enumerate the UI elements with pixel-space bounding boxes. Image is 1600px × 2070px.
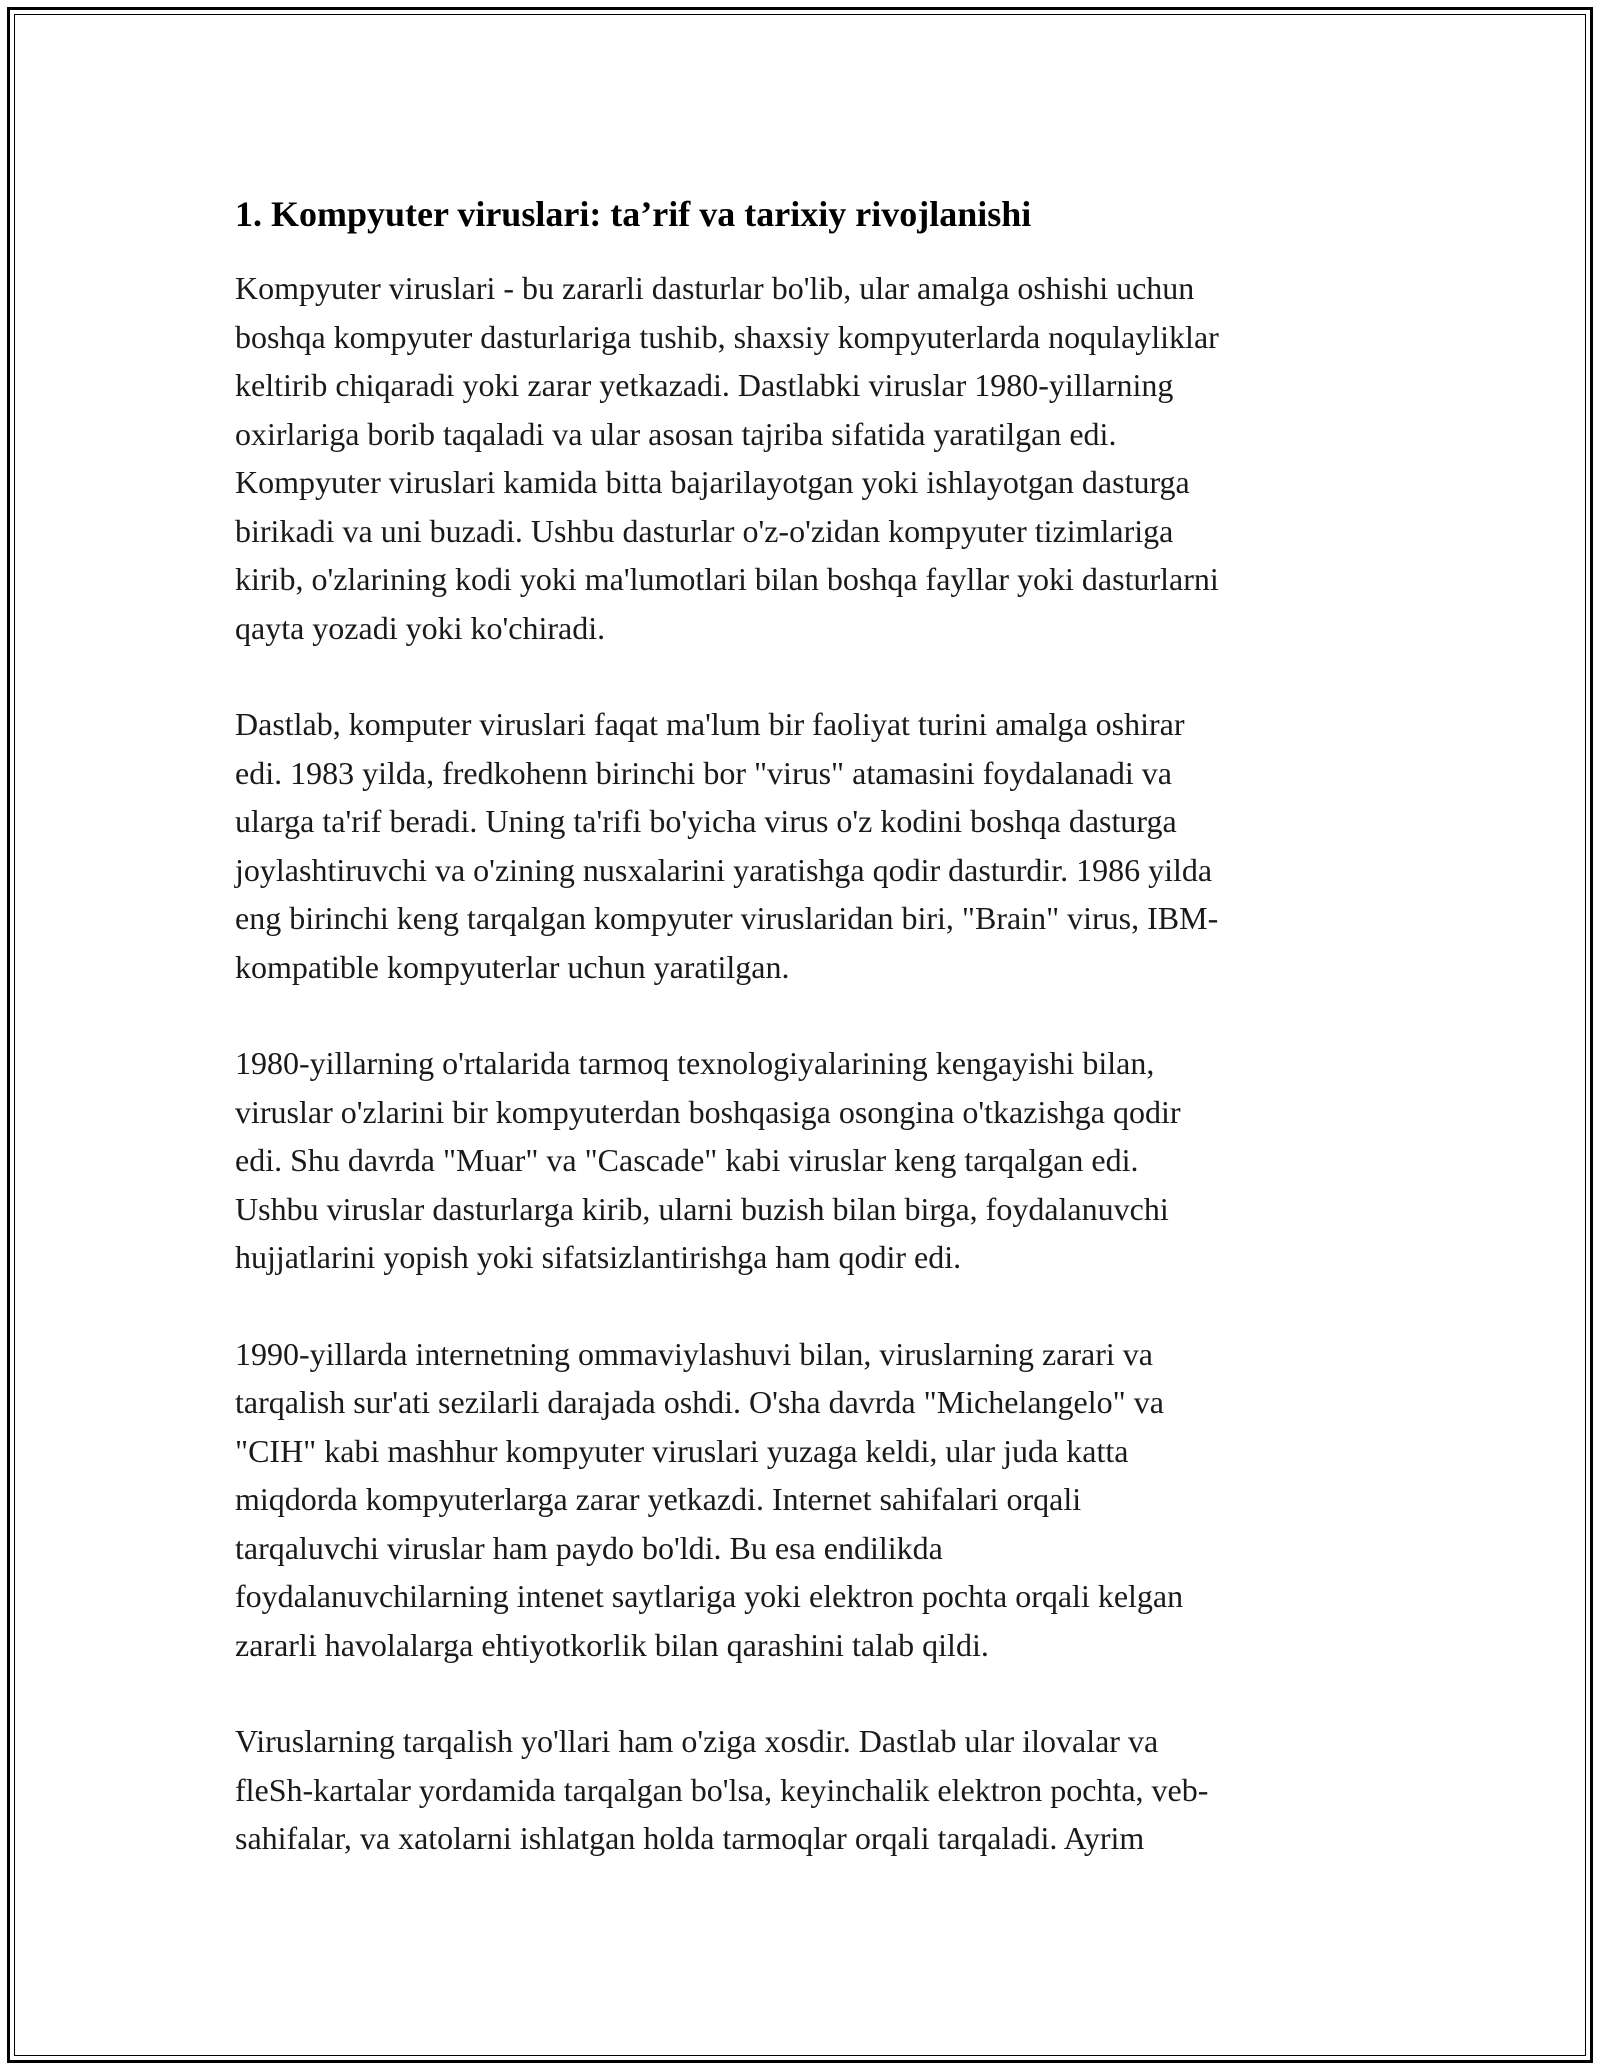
paragraph-1980s-networks [235, 1039, 1385, 1282]
paragraph-early-history [235, 700, 1385, 991]
text-line: 1990-yillarda internetning ommaviylashuvi bilan, viruslarning zarari va [235, 1335, 1153, 1372]
text-line: hujjatlarini yopish yoki sifatsizlantirishga ham qodir edi. [235, 1239, 962, 1275]
text-line: zararli havolalarga ehtiyotkorlik bilan qarashini talab qildi. [235, 1626, 989, 1663]
text-line: tarqaluvchi viruslar ham paydo bo'ldi. Bu esa endilikda [235, 1529, 943, 1566]
text-line: Ushbu viruslar dasturlarga kirib, ularni buzish bilan birga, foydalanuvchi [235, 1190, 1169, 1227]
text-line: eng birinchi keng tarqalgan kompyuter viruslaridan biri, "Brain" virus, IBM- [235, 900, 1219, 936]
text-line: Viruslarning tarqalish yo'llari ham o'ziga xosdir. Dastlab ular ilovalar va [235, 1723, 1159, 1759]
paragraph-1990s-internet [235, 1330, 1385, 1670]
text-line: joylashtiruvchi va o'zining nusxalarini yaratishga qodir dasturdir. 1986 yilda [235, 851, 1213, 888]
paragraph-definition [235, 264, 1385, 652]
text-line: Dastlab, komputer viruslari faqat ma'lum bir faoliyat turini amalga oshirar [235, 706, 1185, 742]
paragraph-spread-paths [235, 1717, 1385, 1863]
text-line: tarqalish sur'ati sezilarli darajada oshdi. O'sha davrda "Michelangelo" va [235, 1384, 1164, 1420]
text-line: Kompyuter viruslari - bu zararli dasturlar bo'lib, ular amalga oshishi uchun [235, 270, 1195, 306]
text-line: sahifalar, va xatolarni ishlatgan holda tarmoqlar orqali tarqaladi. Ayrim [235, 1820, 1145, 1856]
text-line: qayta yozadi yoki ko'chiradi. [235, 609, 606, 646]
text-line: kompatible kompyuterlar uchun yaratilgan. [235, 948, 790, 985]
document-body [235, 190, 1385, 1911]
text-line: boshqa kompyuter dasturlariga tushib, shaxsiy kompyuterlarda noqulayliklar [235, 318, 1219, 355]
text-line: Kompyuter viruslari kamida bitta bajarilayotgan yoki ishlayotgan dasturga [235, 464, 1190, 500]
text-line: fleSh-kartalar yordamida tarqalgan bo'lsa, keyinchalik elektron pochta, veb- [235, 1771, 1209, 1808]
text-line: 1980-yillarning o'rtalarida tarmoq texnologiyalarining kengayishi bilan, [235, 1045, 1155, 1081]
text-line: kirib, o'zlarining kodi yoki ma'lumotlari bilan boshqa fayllar yoki dasturlarni [235, 561, 1219, 597]
text-line: ularga ta'rif beradi. Uning ta'rifi bo'yicha virus o'z kodini boshqa dasturga [235, 803, 1177, 839]
text-line: edi. 1983 yilda, fredkohenn birinchi bor "virus" atamasini foydalanadi va [235, 754, 1172, 791]
section-heading: 1. Kompyuter viruslari: ta’rif va tarixiy rivojlanishi [235, 194, 1032, 234]
text-line: oxirlariga borib taqaladi va ular asosan tajriba sifatida yaratilgan edi. [235, 415, 1117, 452]
text-line: keltirib chiqaradi yoki zarar yetkazadi. Dastlabki viruslar 1980-yillarning [235, 367, 1174, 403]
text-line: "CIH" kabi mashhur kompyuter viruslari yuzaga keldi, ular juda katta [235, 1432, 1129, 1469]
text-line: birikadi va uni buzadi. Ushbu dasturlar o'z-o'zidan kompyuter tizimlariga [235, 512, 1174, 549]
text-line: edi. Shu davrda "Muar" va "Cascade" kabi viruslar keng tarqalgan edi. [235, 1142, 1139, 1178]
text-line: miqdorda kompyuterlarga zarar yetkazdi. Internet sahifalari orqali [235, 1481, 1082, 1517]
text-line: viruslar o'zlarini bir kompyuterdan boshqasiga osongina o'tkazishga qodir [235, 1093, 1181, 1130]
text-line: foydalanuvchilarning intenet saytlariga yoki elektron pochta orqali kelgan [235, 1578, 1184, 1614]
